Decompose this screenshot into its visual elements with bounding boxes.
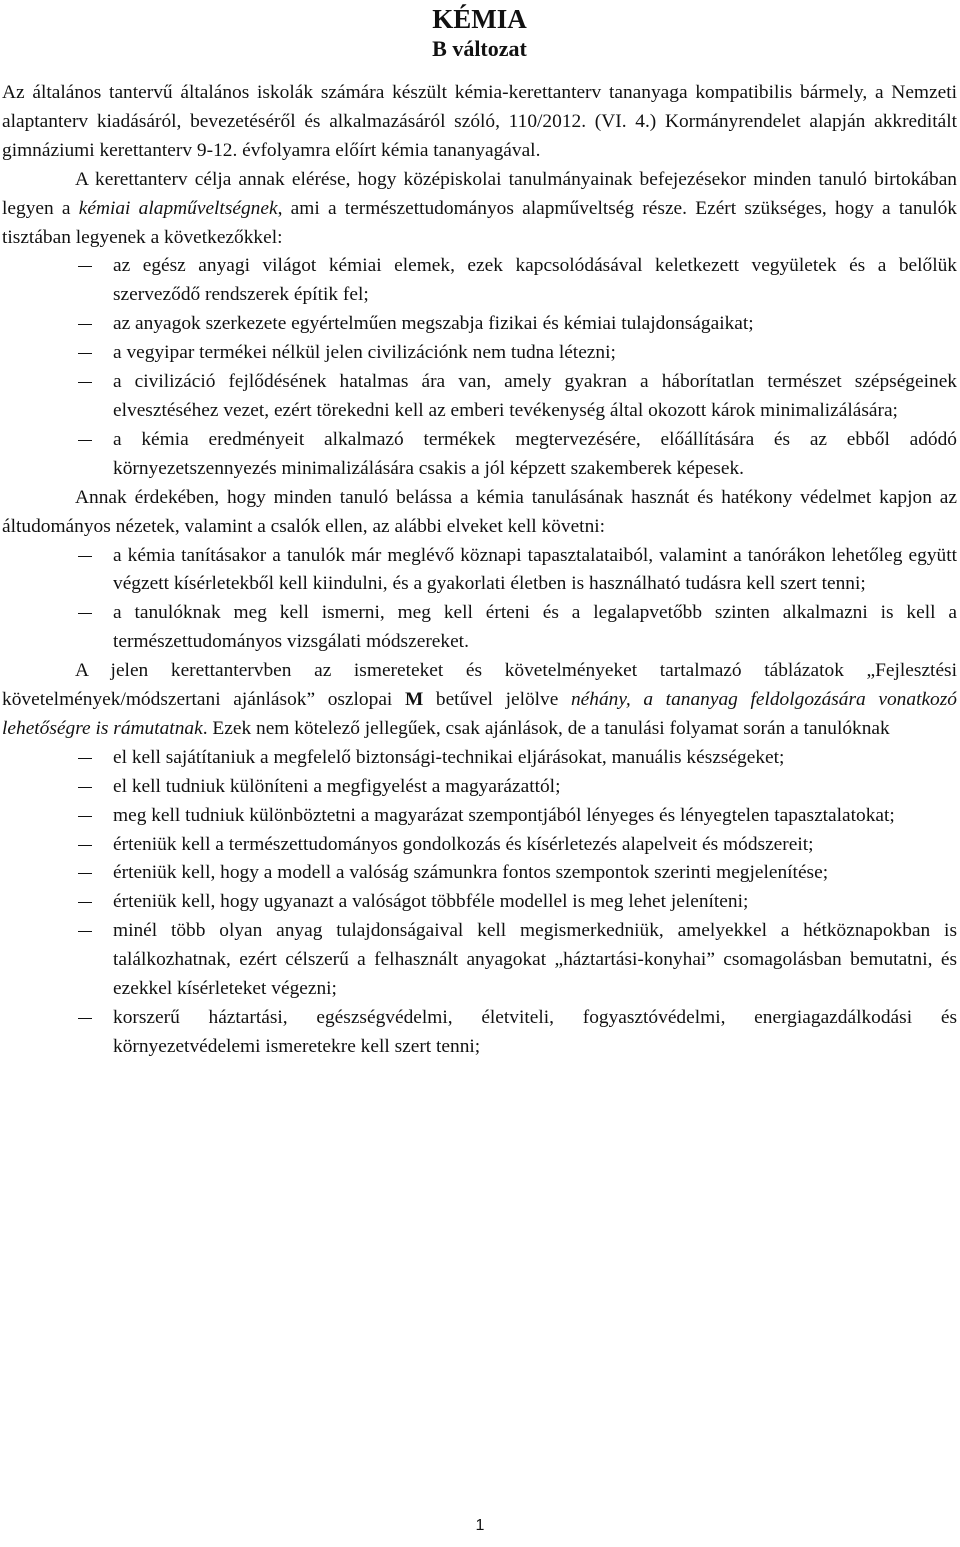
tables-paragraph: A jelen kerettantervben az ismereteket és követelményeket tartalmazó táblázatok „Fejlesztési követelmények/módszertani ajánlások” oszlopai M betűvel jelölve néhány, a tananyag feldolgozására vonatkozó lehetőségre is rámutatnak. Ezek nem kötelező jellegűek, csak ajánlások, de a tanulási folyamat során a tanulóknak <box>2 660 957 739</box>
goal-text-after: , ami a természettudományos alapműveltség része. Ezért szükséges, hogy a tanulók tisztában legyenek a következőkkel: <box>2 197 957 248</box>
tables-emphasis: néhány, a tananyag feldolgozására vonatkozó lehetőségre is rámutatnak <box>2 689 957 739</box>
dash-bullet-icon <box>78 902 92 903</box>
list-item: a tanulóknak meg kell ismerni, meg kell érteni és a legalapvetőbb szinten alkalmazni is kell a természettudományos vizsgálati módszereket. <box>2 599 957 657</box>
document-title: KÉMIA <box>432 4 527 34</box>
intro-paragraph: Az általános tantervű általános iskolák számára készült kémia-kerettanterv tananyaga kompatibilis bármely, a Nemzeti alaptanterv kiadásáról, bevezetéséről és alkalmazásáról szóló, 110/2012. (VI. 4.) Kormányrendelet alapján akkreditált gimnáziumi kerettanterv 9-12. évfolyamra előírt kémia tananyagával. <box>2 82 957 161</box>
list-item: érteniük kell, hogy a modell a valóság számunkra fontos szempontok szerinti megjelenítése; <box>2 859 957 888</box>
dash-bullet-icon <box>78 353 92 354</box>
dash-bullet-icon <box>78 556 92 557</box>
goal-list <box>2 252 957 483</box>
dash-bullet-icon <box>78 1018 92 1019</box>
list-item: a civilizáció fejlődésének hatalmas ára van, amely gyakran a háborítatlan természet szépségeinek elvesztéséhez vezet, ezért törekedni kell az emberi tevékenység által okozott károk minimalizálására; <box>2 368 957 426</box>
dash-bullet-icon <box>78 324 92 325</box>
list-item: a kémia tanításakor a tanulók már meglévő köznapi tapasztalataiból, valamint a tanórákon lehetőleg együtt végzett kísérletekből kell kiindulni, és a gyakorlati életben is használható tudásra kell szert tenni; <box>2 542 957 600</box>
dash-bullet-icon <box>78 787 92 788</box>
principles-paragraph: Annak érdekében, hogy minden tanuló belássa a kémia tanulásának hasznát és hatékony védelmet kapjon az áltudományos nézetek, valamint a csalók ellen, az alábbi elveket kell követni: <box>2 486 957 537</box>
list-item: a vegyipar termékei nélkül jelen civilizációnk nem tudna létezni; <box>2 339 957 368</box>
dash-bullet-icon <box>78 613 92 614</box>
dash-bullet-icon <box>78 440 92 441</box>
dash-bullet-icon <box>78 845 92 846</box>
list-item: korszerű háztartási, egészségvédelmi, életviteli, fogyasztóvédelmi, energiagazdálkodási és környezetvédelemi ismeretekre kell szert tenni; <box>2 1004 957 1062</box>
list-item: el kell tudniuk különíteni a megfigyelést a magyarázattól; <box>2 773 957 802</box>
document-subtitle: B változat <box>432 36 527 61</box>
page-number: 1 <box>475 1517 485 1534</box>
goal-text-before: A kerettanterv célja annak elérése, hogy középiskolai tanulmányainak befejezésekor minden tanuló birtokában legyen a <box>2 168 957 219</box>
skills-list <box>2 744 957 1062</box>
principles-list <box>2 542 957 658</box>
document-page <box>2 0 957 1062</box>
dash-bullet-icon <box>78 758 92 759</box>
m-letter: M <box>404 689 424 711</box>
dash-bullet-icon <box>78 931 92 932</box>
dash-bullet-icon <box>78 382 92 383</box>
goal-emphasis: kémiai alapműveltségnek <box>78 197 278 219</box>
list-item: az anyagok szerkezete egyértelműen megszabja fizikai és kémiai tulajdonságaikat; <box>2 310 957 339</box>
list-item: érteniük kell a természettudományos gondolkozás és kísérletezés alapelveit és módszereit; <box>2 831 957 860</box>
list-item: minél több olyan anyag tulajdonságaival kell megismerkedniük, amelyekkel a hétköznapokban is találkozhatnak, ezért célszerű a felhasznált anyagokat „háztartási-konyhai” csomagolásban bemutatni, és ezekkel kísérleteket végezni; <box>2 917 957 1004</box>
list-item: az egész anyagi világot kémiai elemek, ezek kapcsolódásával keletkezett vegyületek és a belőlük szerveződő rendszerek építik fel; <box>2 252 957 310</box>
goal-paragraph <box>2 166 957 253</box>
list-item: el kell sajátítaniuk a megfelelő biztonsági-technikai eljárásokat, manuális készségeket; <box>2 744 957 773</box>
list-item: meg kell tudniuk különböztetni a magyarázat szempontjából lényeges és lényegtelen tapasztalatokat; <box>2 802 957 831</box>
list-item: a kémia eredményeit alkalmazó termékek megtervezésére, előállítására és az ebből adódó környezetszennyezés minimalizálására csakis a jól képzett szakemberek képesek. <box>2 426 957 484</box>
dash-bullet-icon <box>78 816 92 817</box>
list-item: érteniük kell, hogy ugyanazt a valóságot többféle modellel is meg lehet jeleníteni; <box>2 888 957 917</box>
dash-bullet-icon <box>78 266 92 267</box>
dash-bullet-icon <box>78 873 92 874</box>
